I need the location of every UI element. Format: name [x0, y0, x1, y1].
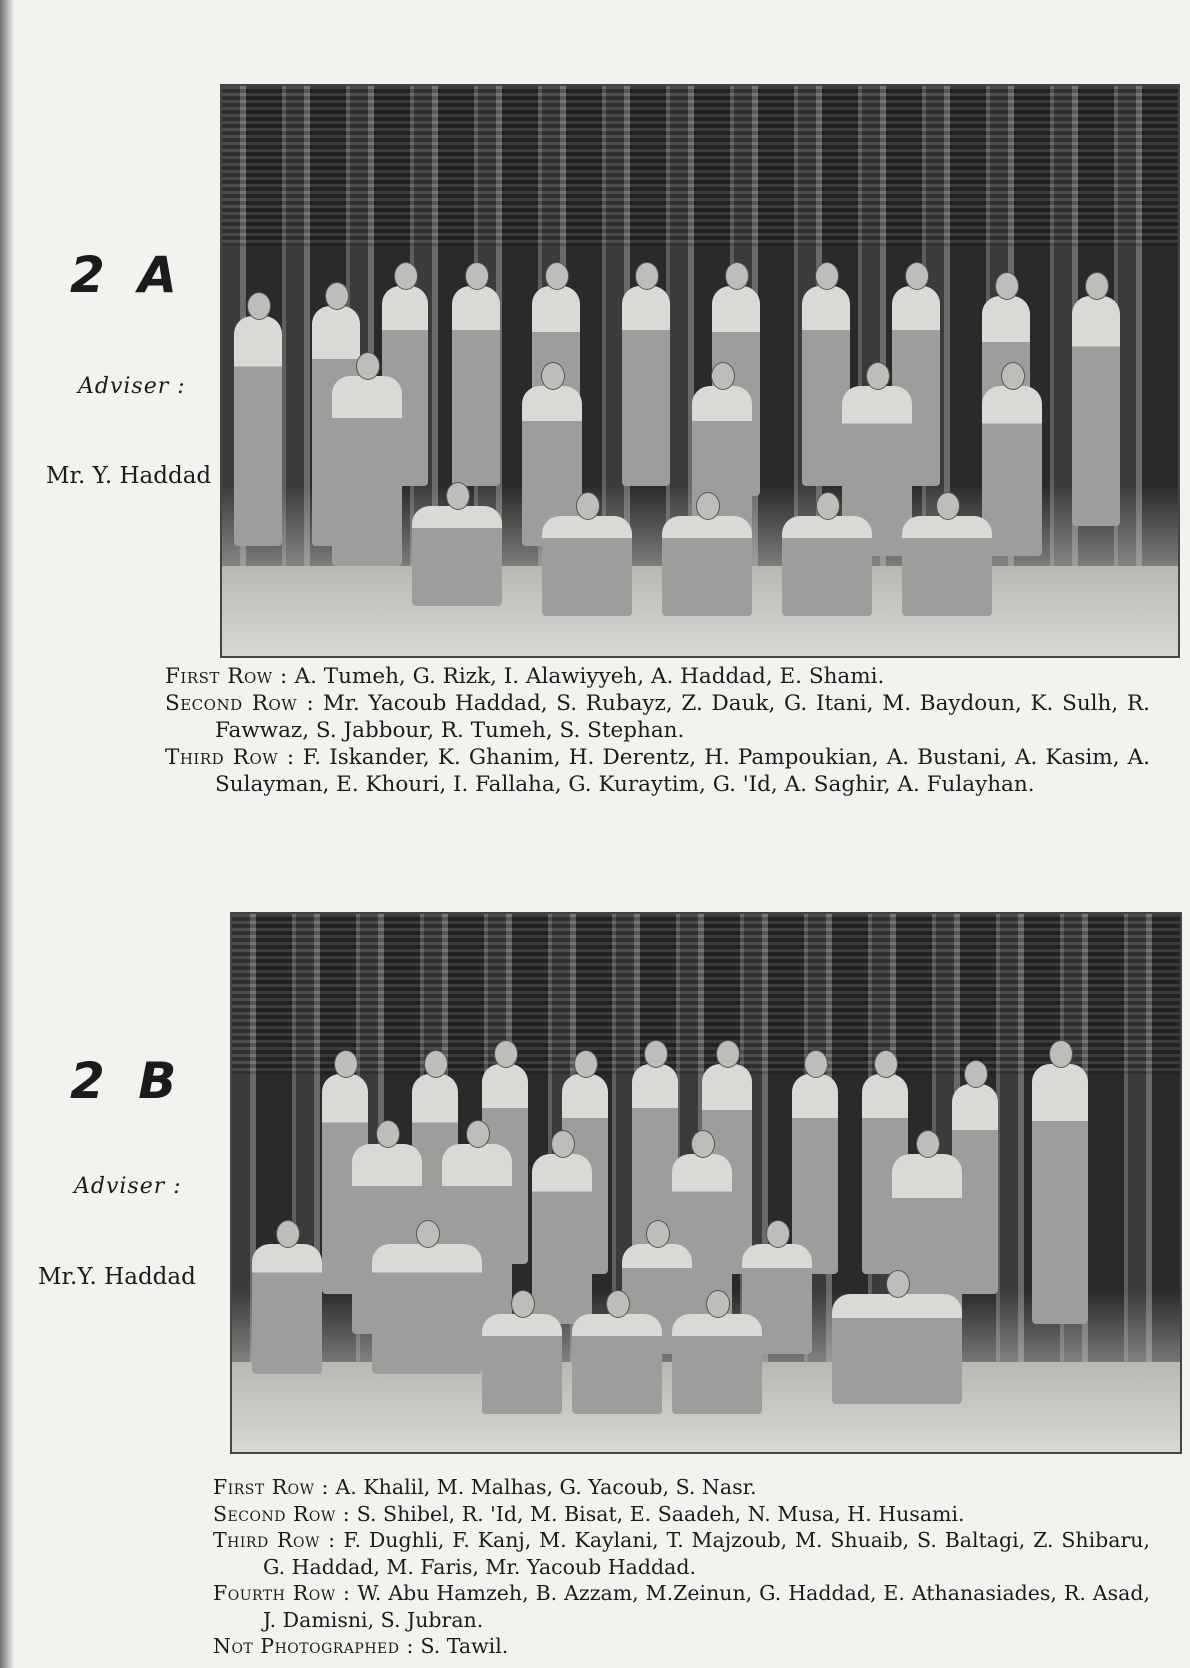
class-code-2a [70, 246, 185, 304]
class-code-2b [70, 1052, 184, 1110]
adviser-name: Mr. Y. Haddad [46, 463, 212, 489]
row-label: Fourth Row : [213, 1581, 351, 1605]
class-photo-2a [220, 84, 1180, 658]
caption-2b [213, 1474, 1150, 1660]
adviser-label: Adviser : [74, 1174, 182, 1199]
adviser-label: Adviser : [78, 374, 186, 399]
class-code: 2 A [70, 246, 185, 304]
row-names: F. Dughli, F. Kanj, M. Kaylani, T. Majzoub, M. Shuaib, S. Baltagi, Z. Shibaru, G. Haddad, M. Faris, Mr. Yacoub Haddad. [263, 1528, 1150, 1579]
caption-row [213, 1501, 1150, 1528]
row-names: W. Abu Hamzeh, B. Azzam, M.Zeinun, G. Haddad, E. Athanasiades, R. Asad, J. Damisni, S. Jubran. [263, 1581, 1150, 1632]
row-names: S. Tawil. [420, 1634, 509, 1658]
row-label: First Row : [165, 664, 288, 689]
row-label: Third Row : [165, 745, 295, 770]
row-label: Third Row : [213, 1528, 336, 1552]
class-code: 2 B [70, 1052, 185, 1110]
caption-row [213, 1633, 1150, 1660]
caption-row [213, 1527, 1150, 1580]
row-label: Not Photographed : [213, 1634, 414, 1658]
row-names: Mr. Yacoub Haddad, S. Rubayz, Z. Dauk, G. Itani, M. Baydoun, K. Sulh, R. Fawwaz, S. Jabbour, R. Tumeh, S. Stephan. [215, 691, 1150, 743]
row-names: S. Shibel, R. 'Id, M. Bisat, E. Saadeh, N. Musa, H. Husami. [356, 1501, 965, 1526]
caption-row [165, 663, 1150, 690]
row-label: Second Row : [213, 1501, 351, 1526]
row-names: F. Iskander, K. Ghanim, H. Derentz, H. Pampoukian, A. Bustani, A. Kasim, A. Sulayman, E. Khouri, I. Fallaha, G. Kuraytim, G. 'Id, A. Saghir, A. Fulayhan. [215, 745, 1151, 797]
page-binding-edge [0, 0, 14, 1668]
caption-row [213, 1474, 1150, 1501]
caption-row [165, 690, 1150, 744]
class-photo-2b [230, 912, 1182, 1454]
row-names: A. Tumeh, G. Rizk, I. Alawiyyeh, A. Haddad, E. Shami. [294, 664, 885, 689]
row-label: First Row : [213, 1475, 329, 1499]
adviser-name: Mr.Y. Haddad [38, 1264, 196, 1290]
caption-row [165, 744, 1150, 798]
row-label: Second Row : [165, 691, 315, 716]
caption-2a [165, 663, 1150, 798]
row-names: A. Khalil, M. Malhas, G. Yacoub, S. Nasr. [335, 1475, 757, 1499]
caption-row [213, 1580, 1150, 1633]
